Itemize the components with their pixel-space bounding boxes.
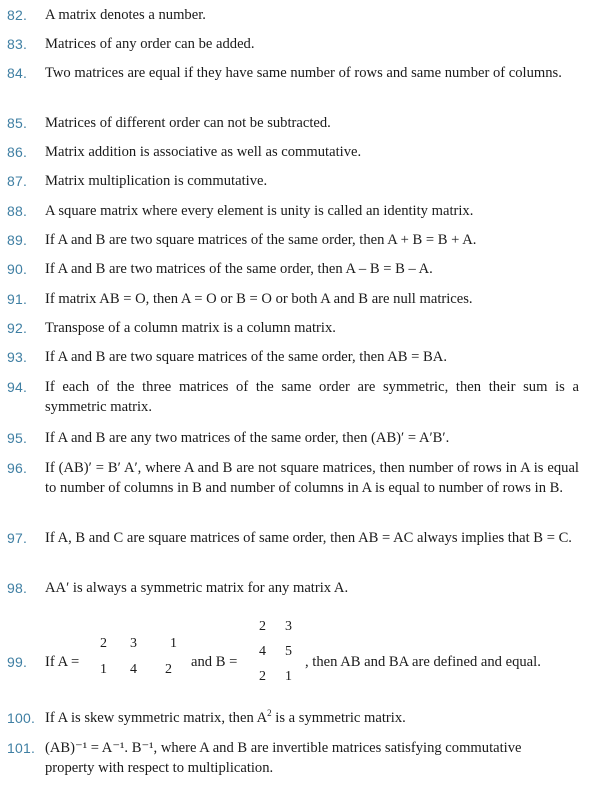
matrix-a-label: If A = <box>45 654 80 670</box>
matrix-cell: 2 <box>259 669 266 684</box>
item-text: If A and B are any two matrices of the same order, then (AB)′ = A′B′. <box>45 430 450 446</box>
item-number: 91. <box>7 291 28 307</box>
item-text: If A and B are two matrices of the same order, then A – B = B – A. <box>45 261 433 277</box>
item-text: Matrix addition is associative as well as commutative. <box>45 144 362 160</box>
item-number: 98. <box>7 580 28 596</box>
item-number: 96. <box>7 460 28 476</box>
item-number: 82. <box>7 7 28 23</box>
matrix-a <box>95 628 185 680</box>
matrix-cell: 2 <box>259 619 266 634</box>
item-text: AA′ is always a symmetric matrix for any matrix A. <box>45 580 349 596</box>
item-number: 86. <box>7 144 28 160</box>
item-text: If A, B and C are square matrices of same order, then AB = AC always implies that B = C. <box>45 530 572 546</box>
item-number: 89. <box>7 232 28 248</box>
item-number: 83. <box>7 36 28 52</box>
item-text <box>45 738 579 778</box>
item-number: 84. <box>7 65 28 81</box>
matrix-cell: 3 <box>285 619 292 634</box>
item-number: 100. <box>7 710 36 726</box>
superscript: 2 <box>267 708 272 719</box>
item-text: If A and B are two square matrices of the same order, then A + B = B + A. <box>45 232 477 248</box>
matrix-cell: 1 <box>285 669 292 684</box>
item-number: 94. <box>7 379 28 395</box>
matrix-cell: 1 <box>100 662 107 677</box>
matrix-cell: 3 <box>130 636 137 651</box>
item-text: If (AB)′ = B′ A′, where A and B are not square matrices, then number of rows in A is equal to number of columns in B and number of columns in A is equal to number of rows in B. <box>45 460 579 496</box>
item-number: 88. <box>7 203 28 219</box>
item-number: 93. <box>7 349 28 365</box>
item-text: Matrix multiplication is commutative. <box>45 173 268 189</box>
item-text: A square matrix where every element is unity is called an identity matrix. <box>45 203 474 219</box>
item-number: 87. <box>7 173 28 189</box>
item-text: If A and B are two square matrices of the same order, then AB = BA. <box>45 349 447 365</box>
item-number: 101. <box>7 740 36 756</box>
item-text: Transpose of a column matrix is a column matrix. <box>45 320 336 336</box>
item-text: Matrices of any order can be added. <box>45 36 255 52</box>
item-text: , then AB and BA are defined and equal. <box>305 654 541 670</box>
item-text: A matrix denotes a number. <box>45 7 206 23</box>
item-text-line: property with respect to multiplication. <box>45 760 274 776</box>
item-text-line: (AB)⁻¹ = A⁻¹. B⁻¹, where A and B are invertible matrices satisfying commutative <box>45 740 522 756</box>
item-text <box>45 708 579 728</box>
matrix-cell: 4 <box>130 662 137 677</box>
matrix-cell: 2 <box>100 636 107 651</box>
item-number: 85. <box>7 115 28 131</box>
item-text: Two matrices are equal if they have same number of rows and same number of columns. <box>45 65 562 81</box>
matrix-b-label: and B = <box>191 654 238 670</box>
item-number: 90. <box>7 261 28 277</box>
matrix-cell: 2 <box>165 662 172 677</box>
item-number: 97. <box>7 530 28 546</box>
item-text-part: If A is skew symmetric matrix, then A <box>45 710 268 726</box>
item-text-part: is a symmetric matrix. <box>271 710 406 726</box>
item-text: Matrices of different order can not be subtracted. <box>45 115 331 131</box>
item-number: 95. <box>7 430 28 446</box>
matrix-cell: 1 <box>170 636 177 651</box>
matrix-cell: 5 <box>285 644 292 659</box>
matrix-b <box>255 617 300 689</box>
item-text: If matrix AB = O, then A = O or B = O or both A and B are null matrices. <box>45 291 473 307</box>
item-number: 92. <box>7 320 28 336</box>
item-number: 99. <box>7 654 28 670</box>
item-text: If each of the three matrices of the same order are symmetric, then their sum is a symmetric matrix. <box>45 379 579 415</box>
matrix-cell: 4 <box>259 644 266 659</box>
